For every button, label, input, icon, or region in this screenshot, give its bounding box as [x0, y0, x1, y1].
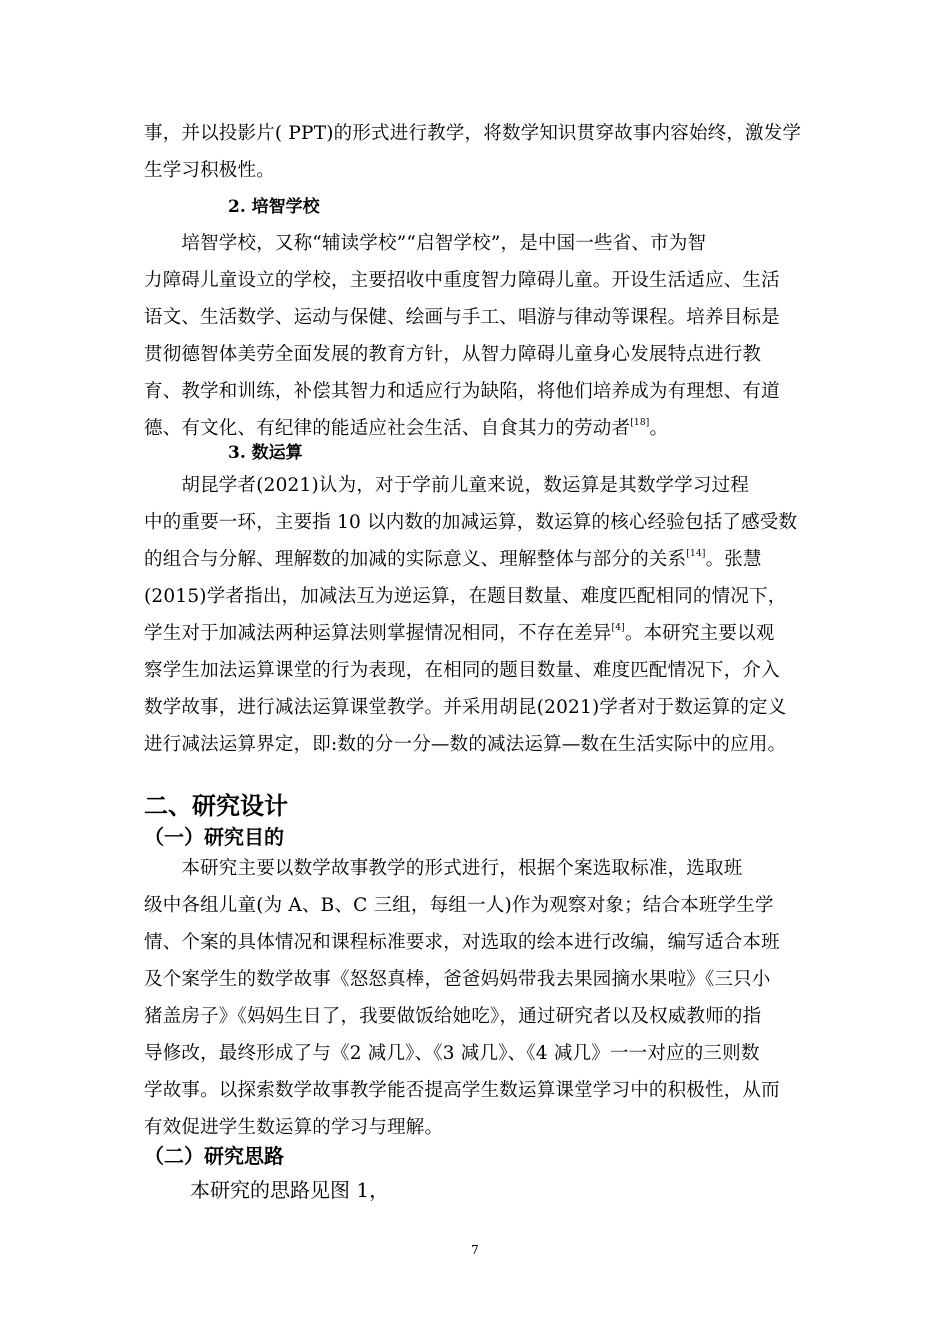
citation-ref: [4]	[611, 623, 625, 633]
paragraph-peizhi	[144, 225, 809, 447]
paragraph-line: 语文、生活数学、运动与保健、绘画与手工、唱游与律动等课程。培养目标是	[144, 307, 780, 328]
paragraph-line: 生学习积极性。	[144, 160, 275, 181]
paragraph-line: 力障碍儿童设立的学校，主要招收中重度智力障碍儿童。开设生活适应、生活	[144, 270, 780, 291]
paragraph-line: 育、教学和训练，补偿其智力和适应行为缺陷，将他们培养成为有理想、有道	[144, 381, 780, 402]
paragraph-line: 察学生加法运算课堂的行为表现，在相同的题目数量、难度匹配情况下，介入	[144, 660, 780, 681]
paragraph-line: 级中各组儿童(为 A、B、C 三组，每组一人)作为观察对象；结合本班学生学	[144, 895, 774, 916]
paragraph-line: 情、个案的具体情况和课程标准要求，对选取的绘本进行改编，编写适合本班	[144, 932, 780, 953]
paragraph-line: 进行减法运算界定，即:数的分一分—数的减法运算—数在生活实际中的应用。	[144, 734, 787, 755]
line-text: 。	[649, 418, 669, 439]
line-text: 。本研究主要以观	[624, 623, 775, 644]
paragraph-line	[144, 615, 809, 652]
paragraph-shuyunsuan	[144, 467, 809, 763]
citation-ref: [14]	[686, 549, 706, 559]
paragraph-line: 本研究主要以数学故事教学的形式进行，根据个案选取标准，选取班	[144, 858, 743, 879]
line-text: 。张慧	[705, 549, 762, 570]
paragraph-line	[144, 541, 809, 578]
line-text: 德、有文化、有纪律的能适应社会生活、自食其力的劳动者	[144, 418, 631, 439]
paragraph-line: (2015)学者指出，加减法互为逆运算，在题目数量、难度匹配相同的情况下，	[144, 586, 787, 607]
section-heading-shuyunsuan: 3. 数运算	[228, 443, 303, 463]
paragraph-line: 胡昆学者(2021)认为，对于学前儿童来说，数运算是其数学学习过程	[144, 475, 750, 496]
paragraph-line: 中的重要一环，主要指 10 以内数的加减运算，数运算的核心经验包括了感受数	[144, 512, 798, 533]
paragraph-line: 有效促进学生数运算的学习与理解。	[144, 1117, 444, 1138]
chapter-heading: 二、研究设计	[144, 791, 288, 820]
line-text: 学生对于加减法两种运算法则掌握情况相同，不存在差异	[144, 623, 612, 644]
paragraph-line: 猪盖房子》《妈妈生日了，我要做饭给她吃》，通过研究者以及权威教师的指	[144, 1006, 762, 1027]
line-text: 的组合与分解、理解数的加减的实际意义、理解整体与部分的关系	[144, 549, 687, 570]
paragraph-line: 及个案学生的数学故事《怒怒真棒，爸爸妈妈带我去果园摘水果啦》《三只小	[144, 969, 771, 990]
subsection-heading-approach: （二）研究思路	[144, 1144, 284, 1168]
paragraph-line: 导修改，最终形成了与《2 减几》、《3 减几》、《4 减几》一一对应的三则数	[144, 1043, 760, 1064]
page-number: 7	[471, 1243, 479, 1257]
paragraph-line: 学故事。以探索数学故事教学能否提高学生数运算课堂学习中的积极性，从而	[144, 1080, 780, 1101]
paragraph-line: 事，并以投影片( PPT)的形式进行教学，将数学知识贯穿故事内容始终，激发学	[144, 123, 802, 144]
citation-ref: [18]	[630, 418, 650, 428]
subsection-heading-purpose: （一）研究目的	[144, 825, 284, 849]
approach-text: 本研究的思路见图 1，	[190, 1178, 390, 1202]
top-paragraph	[144, 115, 809, 189]
paragraph-line: 贯彻德智体美劳全面发展的教育方针，从智力障碍儿童身心发展特点进行教	[144, 344, 762, 365]
paragraph-purpose	[144, 850, 809, 1146]
section-heading-peizhi: 2. 培智学校	[228, 197, 320, 217]
paragraph-line: 数学故事，进行减法运算课堂教学。并采用胡昆(2021)学者对于数运算的定义	[144, 697, 787, 718]
paragraph-line: 培智学校，又称“辅读学校”“启智学校”，是中国一些省、市为智	[144, 233, 707, 254]
